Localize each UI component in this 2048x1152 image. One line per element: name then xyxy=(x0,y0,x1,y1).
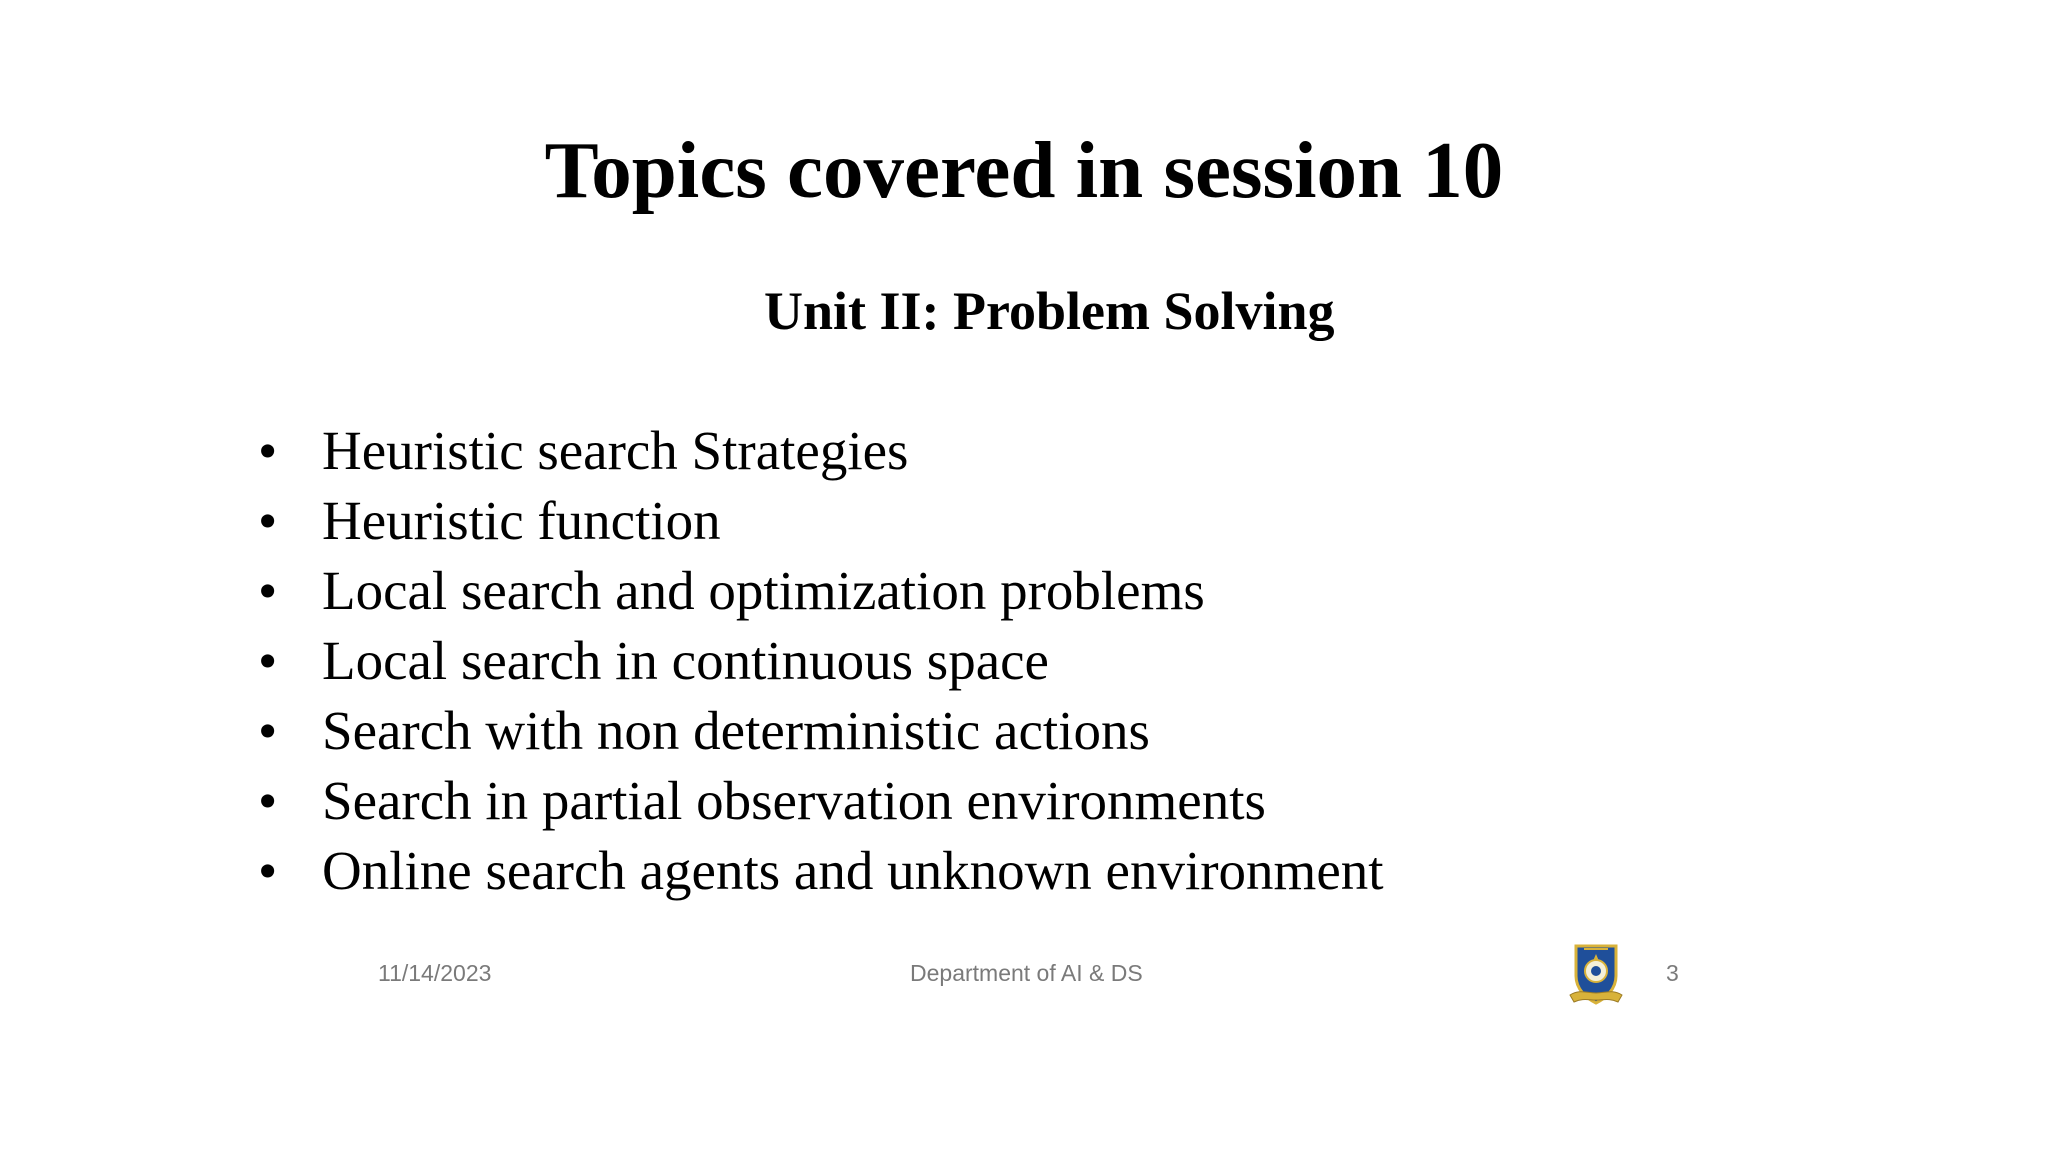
bullet-icon: • xyxy=(258,840,278,901)
topic-text: Search with non deterministic actions xyxy=(322,700,1150,761)
topic-text: Local search in continuous space xyxy=(322,630,1049,691)
topic-text: Heuristic function xyxy=(322,490,721,551)
topic-text: Local search and optimization problems xyxy=(322,560,1205,621)
bullet-icon: • xyxy=(258,770,278,831)
footer-department: Department of AI & DS xyxy=(910,960,1143,986)
slide-subtitle: Unit II: Problem Solving xyxy=(764,281,1335,341)
institution-crest-icon xyxy=(1566,940,1626,1008)
topic-text: Online search agents and unknown environment xyxy=(322,840,1384,901)
bullet-icon: • xyxy=(258,630,278,691)
bullet-icon: • xyxy=(258,700,278,761)
bullet-icon: • xyxy=(258,420,278,481)
topic-text: Heuristic search Strategies xyxy=(322,420,909,481)
slide-title: Topics covered in session 10 xyxy=(544,125,1504,215)
page-number: 3 xyxy=(1666,960,1679,986)
footer-date: 11/14/2023 xyxy=(378,960,492,986)
bullet-icon: • xyxy=(258,490,278,551)
bullet-icon: • xyxy=(258,560,278,621)
topic-text: Search in partial observation environments xyxy=(322,770,1266,831)
